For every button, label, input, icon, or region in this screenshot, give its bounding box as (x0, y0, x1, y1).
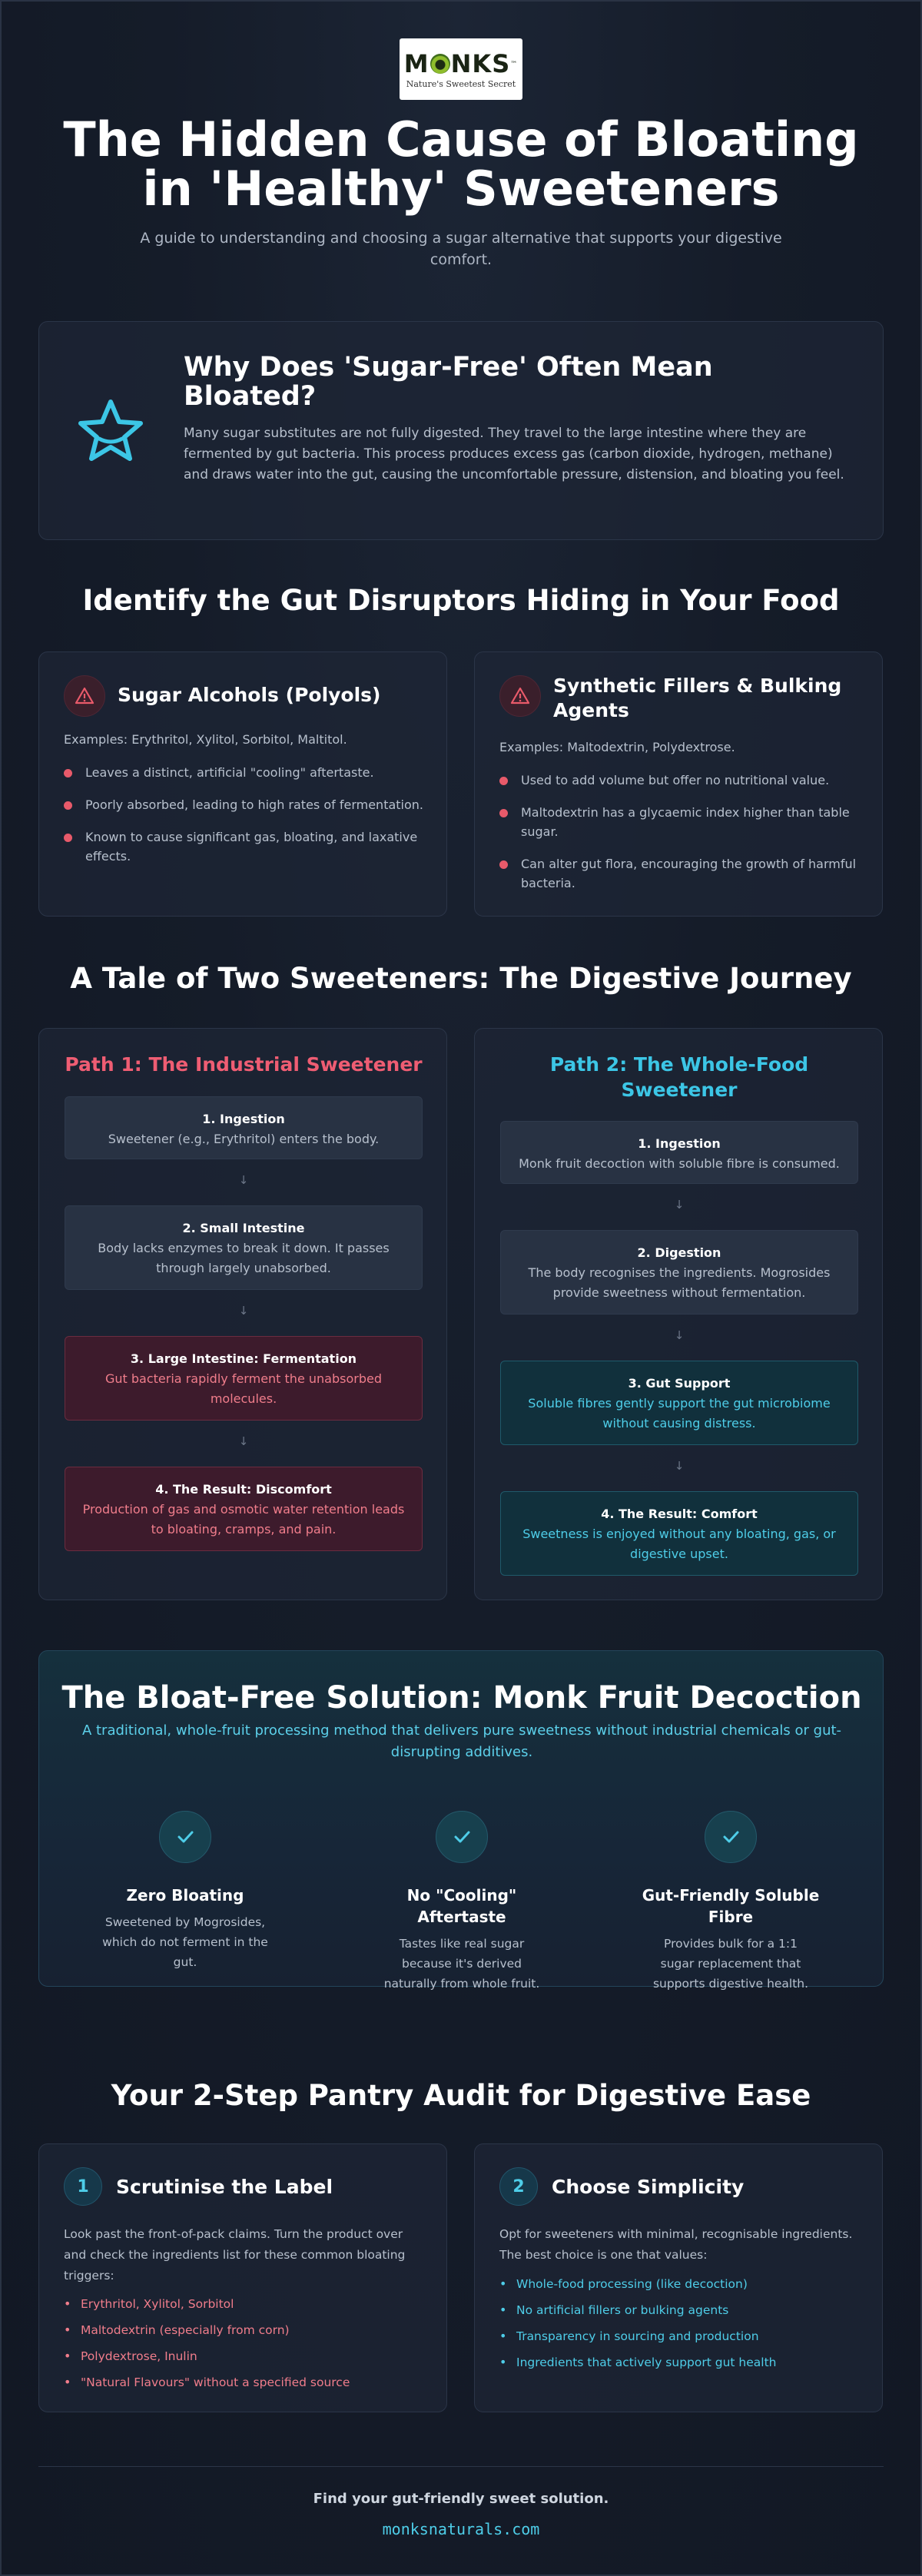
journey-step (500, 1491, 858, 1576)
down-arrow-icon: ↓ (238, 1434, 249, 1448)
why-title: Why Does 'Sugar-Free' Often Mean Bloated? (184, 352, 713, 412)
disruptor-title: Synthetic Fillers & Bulking Agents (553, 675, 842, 721)
step-desc: The body recognises the ingredients. Mogrosides provide sweetness without fermentation. (528, 1265, 831, 1300)
pantry-step-title: Choose Simplicity (552, 2176, 745, 2198)
industrial-path-card (38, 1028, 447, 1600)
disruptor-title: Sugar Alcohols (Polyols) (118, 684, 381, 706)
down-arrow-icon: ↓ (674, 1328, 685, 1342)
step-title: 1. Ingestion (202, 1112, 285, 1126)
journey-step (500, 1361, 858, 1445)
website-link[interactable]: monksnaturals.com (382, 2520, 540, 2538)
journey-step (65, 1096, 423, 1159)
list-item: Used to add volume but offer no nutritional value. (499, 771, 861, 790)
footer-cta: Find your gut-friendly sweet solution. (313, 2491, 609, 2507)
journey-step (65, 1205, 423, 1290)
footer-divider (38, 2466, 884, 2467)
step-number-badge: 1 (64, 2167, 102, 2206)
down-arrow-icon: ↓ (674, 1459, 685, 1473)
path-title: Path 1: The Industrial Sweetener (65, 1053, 423, 1076)
list-item: Can alter gut flora, encouraging the growth of harmful bacteria. (499, 854, 861, 893)
list-item: • Maltodextrin (especially from corn) (64, 2321, 425, 2339)
list-item: • Erythritol, Xylitol, Sorbitol (64, 2295, 425, 2313)
disruptor-points (499, 771, 861, 906)
pantry-step-title: Scrutinise the Label (116, 2176, 333, 2198)
step-desc: Sweetener (e.g., Erythritol) enters the body. (108, 1132, 380, 1146)
journey-step (65, 1336, 423, 1421)
whole-food-path-card (474, 1028, 883, 1600)
step-desc: Gut bacteria rapidly ferment the unabsorbed molecules. (105, 1371, 382, 1406)
step-title: 3. Large Intestine: Fermentation (130, 1351, 357, 1366)
step-desc: Monk fruit decoction with soluble fibre is consumed. (519, 1156, 840, 1171)
logo-letters: NKS (450, 48, 511, 78)
path-title: Path 2: The Whole-Food Sweetener (549, 1053, 809, 1101)
sugar-alcohols-card (38, 651, 447, 917)
brand-logo (400, 38, 522, 100)
list-item: Poorly absorbed, leading to high rates of fermentation. (64, 795, 425, 814)
step-title: 1. Ingestion (638, 1136, 721, 1151)
down-arrow-icon: ↓ (238, 1304, 249, 1318)
list-item: • "Natural Flavours" without a specified source (64, 2373, 425, 2392)
check-icon (436, 1811, 488, 1863)
feature-title: No "Cooling" Aftertaste (406, 1886, 517, 1926)
step-number-badge: 2 (499, 2167, 538, 2206)
solution-card (38, 1650, 884, 1991)
disruptor-points (64, 763, 425, 879)
feature-no-cooling (362, 1811, 562, 1994)
page-title: The Hidden Cause of Bloating in 'Healthy' Sweeteners (63, 111, 859, 217)
warning-icon (499, 675, 541, 717)
list-item: • Ingredients that actively support gut health (499, 2353, 861, 2372)
check-icon (159, 1811, 211, 1863)
step-desc: Body lacks enzymes to break it down. It passes through largely unabsorbed. (98, 1241, 390, 1275)
list-item: • Transparency in sourcing and production (499, 2327, 861, 2346)
down-arrow-icon: ↓ (238, 1173, 249, 1187)
values-list (499, 2275, 861, 2379)
solution-subtitle: A traditional, whole-fruit processing method that delivers pure sweetness without industrial chemicals or gut-disrupting additives. (81, 1722, 842, 1760)
list-item: • Polydextrose, Inulin (64, 2347, 425, 2365)
down-arrow-icon: ↓ (674, 1198, 685, 1212)
list-item: • No artificial fillers or bulking agents (499, 2301, 861, 2319)
page-subtitle: A guide to understanding and choosing a sugar alternative that supports your digestive comfort. (140, 230, 782, 268)
journey-step (500, 1230, 858, 1315)
feature-desc: Sweetened by Mogrosides, which do not ferment in the gut. (102, 1915, 268, 1969)
why-card (38, 321, 884, 540)
disruptor-examples: Examples: Maltodextrin, Polydextrose. (499, 740, 735, 754)
step-desc: Soluble fibres gently support the gut microbiome without causing distress. (528, 1396, 831, 1431)
feature-title: Zero Bloating (126, 1886, 244, 1905)
logo-tagline: Nature's Sweetest Secret (406, 78, 516, 89)
feature-soluble-fibre (631, 1811, 831, 1994)
feature-desc: Provides bulk for a 1:1 sugar replacement that supports digestive health. (652, 1937, 809, 1991)
warning-icon (64, 675, 105, 717)
feature-zero-bloating (85, 1811, 285, 1972)
list-item: Maltodextrin has a glycaemic index higher than table sugar. (499, 803, 861, 841)
list-item: Leaves a distinct, artificial "cooling" aftertaste. (64, 763, 425, 782)
star-icon (68, 391, 153, 476)
journey-step (500, 1121, 858, 1184)
pantry-step-card (474, 2143, 883, 2412)
disruptor-examples: Examples: Erythritol, Xylitol, Sorbitol, Maltitol. (64, 732, 347, 747)
disruptors-section-title: Identify the Gut Disruptors Hiding in Your Food (82, 584, 840, 617)
step-title: 4. The Result: Comfort (601, 1507, 758, 1521)
journey-section-title: A Tale of Two Sweeteners: The Digestive Journey (70, 962, 852, 995)
list-item: Known to cause significant gas, bloating, and laxative effects. (64, 827, 425, 866)
pantry-step-body: Opt for sweeteners with minimal, recognisable ingredients. The best choice is one that values: (499, 2227, 853, 2262)
journey-step (65, 1467, 423, 1551)
feature-title: Gut-Friendly Soluble Fibre (642, 1886, 820, 1926)
logo-trademark: ™ (510, 60, 519, 68)
logo-letter-m: M (403, 48, 429, 78)
solution-title: The Bloat-Free Solution: Monk Fruit Decoction (61, 1680, 862, 1716)
feature-desc: Tastes like real sugar because it's derived naturally from whole fruit. (383, 1937, 540, 1991)
pantry-step-body: Look past the front-of-pack claims. Turn the product over and check the ingredients list for these common bloating triggers: (64, 2227, 406, 2283)
step-title: 3. Gut Support (628, 1376, 731, 1391)
pantry-step-card (38, 2143, 447, 2412)
why-body: Many sugar substitutes are not fully digested. They travel to the large intestine where they are fermented by gut bacteria. This process produces excess gas (carbon dioxide, hydrogen, methane) and draws water into the gut, causing the uncomfortable pressure, distension, and bloating you feel. (184, 426, 844, 482)
pantry-section-title: Your 2-Step Pantry Audit for Digestive Ease (111, 2079, 811, 2112)
synthetic-fillers-card (474, 651, 883, 917)
step-desc: Sweetness is enjoyed without any bloating, gas, or digestive upset. (522, 1527, 836, 1561)
step-desc: Production of gas and osmotic water retention leads to bloating, cramps, and pain. (82, 1502, 405, 1537)
trigger-list (64, 2295, 425, 2399)
monk-fruit-logo-icon (430, 54, 450, 74)
list-item: • Whole-food processing (like decoction) (499, 2275, 861, 2293)
step-title: 2. Small Intestine (182, 1221, 305, 1235)
logo-wordmark (404, 50, 518, 78)
step-title: 2. Digestion (637, 1245, 721, 1260)
check-icon (705, 1811, 757, 1863)
step-title: 4. The Result: Discomfort (155, 1482, 332, 1497)
